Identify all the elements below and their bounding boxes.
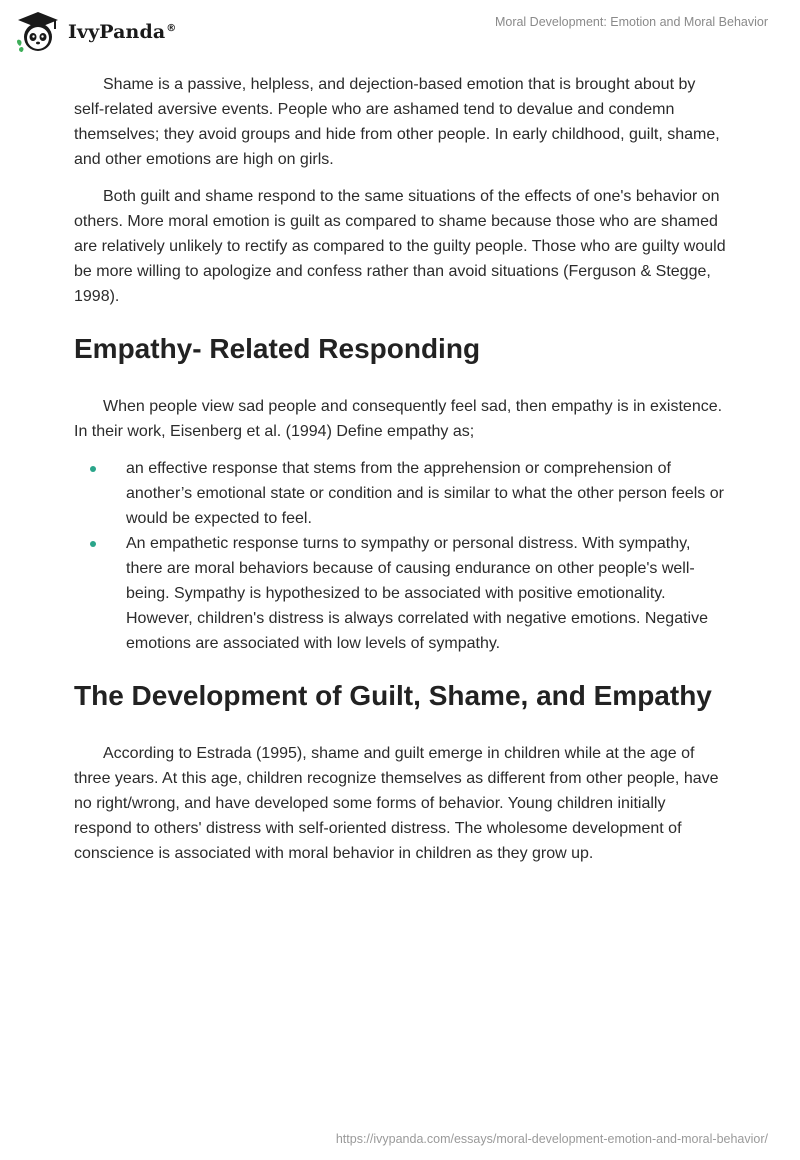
source-url[interactable]: https://ivypanda.com/essays/moral-development-emotion-and-moral-behavior/ <box>335 1132 768 1146</box>
logo-text: IvyPanda <box>68 21 166 43</box>
registered-mark: ® <box>166 22 177 34</box>
bullet-icon <box>90 466 96 472</box>
running-title: Moral Development: Emotion and Moral Behavior <box>494 15 768 29</box>
paragraph-empathy-intro: When people view sad people and consequently feel sad, then empathy is in existence. In their work, Eisenberg et al. (1994) Define empathy as; <box>74 398 723 440</box>
bullet-icon <box>90 541 96 547</box>
list-item-text: An empathetic response turns to sympathy or personal distress. With sympathy, there are moral behaviors because of causing endurance on other people's well-being. Sympathy is hypothesized to be associated with positive emotionality. However, children's distress is always correlated with negative emotions. Negative emotions are associated with low levels of sympathy. <box>126 535 708 652</box>
list-item-text: an effective response that stems from the apprehension or comprehension of another’s emotional state or condition and is similar to what the other person feels or would be expected to feel. <box>126 460 724 527</box>
section-heading-empathy: Empathy- Related Responding <box>74 333 481 364</box>
list-item <box>74 456 726 531</box>
essay-content <box>74 72 726 878</box>
empathy-definition-list <box>74 456 726 656</box>
ivypanda-logo[interactable] <box>14 10 176 54</box>
paragraph-guilt-shame: Both guilt and shame respond to the same situations of the effects of one's behavior on others. More moral emotion is guilt as compared to shame because those who are shamed are relatively unlikely to rectify as compared to the guilty people. Those who are guilty would be more willing to apologize and confess rather than avoid situations (Ferguson & Stegge, 1998). <box>74 188 726 305</box>
list-item <box>74 531 726 656</box>
paragraph-development: According to Estrada (1995), shame and guilt emerge in children while at the age of three years. At this age, children recognize themselves as different from other people, have no right/wrong, and have developed some forms of behavior. Young children initially respond to others' distress with self-oriented distress. The wholesome development of conscience is associated with moral behavior in children as they grow up. <box>74 745 719 862</box>
page-header <box>0 0 800 62</box>
panda-graduate-icon <box>14 10 62 54</box>
logo-wordmark <box>68 21 176 43</box>
paragraph-shame: Shame is a passive, helpless, and dejection-based emotion that is brought about by self-related aversive events. People who are ashamed tend to devalue and condemn themselves; they avoid groups and hide from other people. In early childhood, guilt, shame, and other emotions are high on girls. <box>74 76 720 168</box>
section-heading-development: The Development of Guilt, Shame, and Empathy <box>74 680 712 711</box>
